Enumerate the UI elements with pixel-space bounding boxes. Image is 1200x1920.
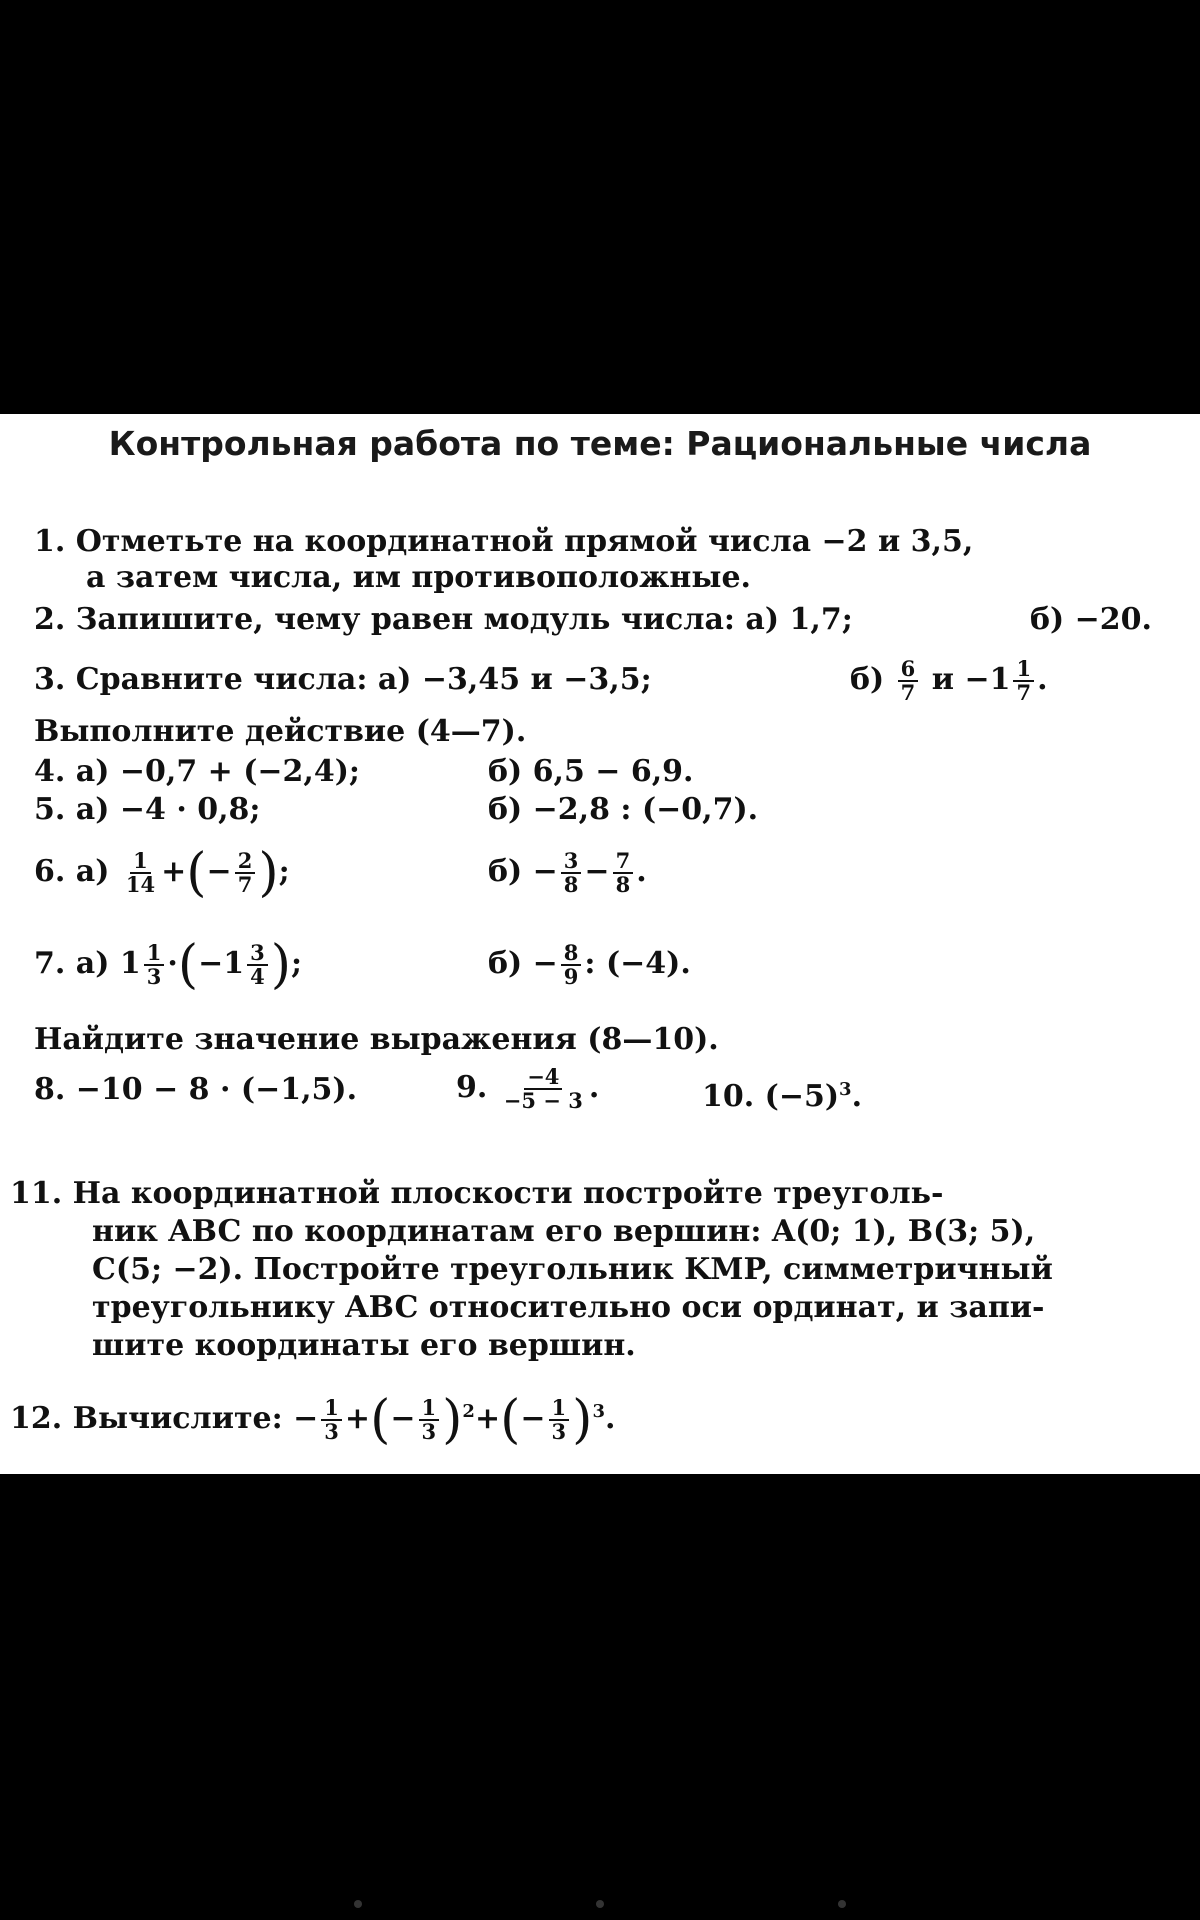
task-7-a-fraction-2 <box>247 942 268 988</box>
task-4-b: б) 6,5 − 6,9. <box>488 754 694 789</box>
task-1-number: 1. <box>34 524 66 559</box>
denominator: 8 <box>563 872 579 897</box>
task-3-a <box>34 662 652 698</box>
task-3-b-and: и −1 <box>931 662 1011 697</box>
numerator: 1 <box>144 942 165 966</box>
task-3-text: Сравните числа: а) −3,45 и −3,5; <box>75 662 652 697</box>
task-11-text-1: На координатной плоскости постройте треуголь- <box>72 1176 944 1211</box>
task-11-line-2: ник ABC по координатам его вершин: A(0; 1), B(3; 5), <box>92 1214 1036 1249</box>
page-dot-1[interactable] <box>354 1900 362 1908</box>
denominator: 7 <box>900 680 916 705</box>
task-8: 8. −10 − 8 · (−1,5). <box>34 1072 358 1107</box>
task-11-line-3: C(5; −2). Постройте треугольник KMP, симметричный <box>92 1252 1053 1287</box>
task-3-b-label: б) <box>850 662 885 697</box>
numerator: 1 <box>1013 658 1034 682</box>
numerator: −4 <box>524 1066 562 1090</box>
task-7-a-label: а) 1 <box>75 946 141 981</box>
denominator: 9 <box>563 964 579 989</box>
task-7-b <box>488 934 691 994</box>
task-3-b: б) $\frac{6}{7}$ и −1 $\frac{1}{7}$ . <box>850 656 1048 705</box>
task-3-b-mixed-fraction <box>1013 658 1034 704</box>
denominator: 3 <box>421 1419 437 1444</box>
denominator: 14 <box>125 872 156 897</box>
task-10: 10. $(-5)^3$. <box>702 1079 863 1114</box>
task-11-line-4: треугольнику ABC относительно оси ординат, и запи- <box>92 1290 1045 1325</box>
numerator: 7 <box>613 850 634 874</box>
task-5-a-text: а) −4 · 0,8; <box>75 792 261 827</box>
page-dot-3[interactable] <box>838 1900 846 1908</box>
denominator: −5 − 3 <box>503 1088 583 1113</box>
denominator: 3 <box>146 964 162 989</box>
task-9-label: 9. <box>456 1070 488 1105</box>
task-1-text: Отметьте на координатной прямой числа −2 и 3,5, <box>75 524 974 559</box>
task-12-fraction-2 <box>419 1397 440 1443</box>
task-10-text: 10. (−5) <box>702 1079 840 1114</box>
task-6-b-fraction-2 <box>613 850 634 896</box>
task-12: 12. Вычислите: − $\frac{1}{3}$ +(− $\frac{1}{3}$ )$^2$+(− $\frac{1}{3}$ )$^3$. <box>10 1390 616 1450</box>
task-7-b-tail: : (−4). <box>584 946 691 981</box>
task-12-number: 12. <box>10 1401 63 1436</box>
task-3-number: 3. <box>34 662 66 697</box>
denominator: 4 <box>250 964 265 989</box>
numerator: 3 <box>247 942 268 966</box>
denominator: 8 <box>615 872 631 897</box>
task-2-text: Запишите, чему равен модуль числа: а) 1,7; <box>75 602 853 637</box>
task-6-b-label: б) − <box>488 854 558 889</box>
numerator: 6 <box>898 658 919 682</box>
section-heading-8-10: Найдите значение выражения (8—10). <box>34 1022 719 1057</box>
task-2-number: 2. <box>34 602 66 637</box>
task-5-b: б) −2,8 : (−0,7). <box>488 792 759 827</box>
task-7-a-fraction-1 <box>144 942 165 988</box>
numerator: 1 <box>321 1397 342 1421</box>
numerator: 1 <box>130 850 151 874</box>
task-6-a: 6. а) $\frac{1}{14}$ +(− $\frac{2}{7}$ ); <box>34 843 290 903</box>
task-7-a: 7. а) 1 $\frac{1}{3}$ ·(−1 $\frac{3}{4}$ ); <box>34 935 303 995</box>
worksheet-page <box>0 414 1200 1474</box>
denominator: 7 <box>1016 680 1032 705</box>
task-6-b: б) − $\frac{3}{8}$ − $\frac{7}{8}$ . <box>488 848 647 897</box>
task-7-a-whole-2: −1 <box>198 946 245 981</box>
page-title: Контрольная работа по теме: Рациональные числа <box>108 424 1092 463</box>
task-7-number: 7. <box>34 946 66 981</box>
numerator: 1 <box>419 1397 440 1421</box>
task-10-exponent: 3 <box>839 1079 852 1100</box>
task-12-exponent-2: 2 <box>462 1401 475 1422</box>
task-1-line-1 <box>34 524 973 560</box>
numerator: 2 <box>235 850 256 874</box>
denominator: 3 <box>324 1419 339 1444</box>
task-6-a-fraction-2 <box>235 850 256 896</box>
task-12-fraction-1 <box>321 1397 342 1443</box>
page-dot-2[interactable] <box>596 1900 604 1908</box>
task-3-b-fraction <box>898 658 919 704</box>
task-4-number: 4. <box>34 754 66 789</box>
task-7-b-label: б) − <box>488 946 558 981</box>
task-12-label: Вычислите: − <box>72 1401 319 1436</box>
numerator: 8 <box>561 942 582 966</box>
numerator: 1 <box>549 1397 570 1421</box>
task-12-exponent-3: 3 <box>592 1401 605 1422</box>
task-11-number: 11. <box>10 1176 63 1211</box>
task-5-a <box>34 792 260 828</box>
task-9: 9. $\frac{-4}{-5 - 3}$ . <box>456 1064 600 1113</box>
task-2-b: б) −20. <box>1030 602 1152 637</box>
task-9-fraction <box>501 1066 586 1112</box>
task-12-fraction-3 <box>549 1397 570 1443</box>
task-6-a-fraction-1 <box>123 850 158 896</box>
denominator: 7 <box>237 872 253 897</box>
task-4-a <box>34 754 360 790</box>
task-5-number: 5. <box>34 792 66 827</box>
denominator: 3 <box>551 1419 567 1444</box>
task-6-a-label: а) <box>75 854 110 889</box>
page-indicator <box>0 1900 1200 1920</box>
task-7-b-fraction <box>561 942 582 988</box>
numerator: 3 <box>561 850 582 874</box>
task-11-line-1 <box>10 1176 943 1212</box>
task-6-number: 6. <box>34 854 66 889</box>
task-6-b-fraction-1 <box>561 850 582 896</box>
task-11-line-5: шите координаты его вершин. <box>92 1328 636 1363</box>
task-2 <box>34 602 853 638</box>
task-4-a-text: а) −0,7 + (−2,4); <box>75 754 361 789</box>
task-1-line-2: а затем числа, им противоположные. <box>86 560 751 595</box>
section-heading-4-7: Выполните действие (4—7). <box>34 714 527 749</box>
